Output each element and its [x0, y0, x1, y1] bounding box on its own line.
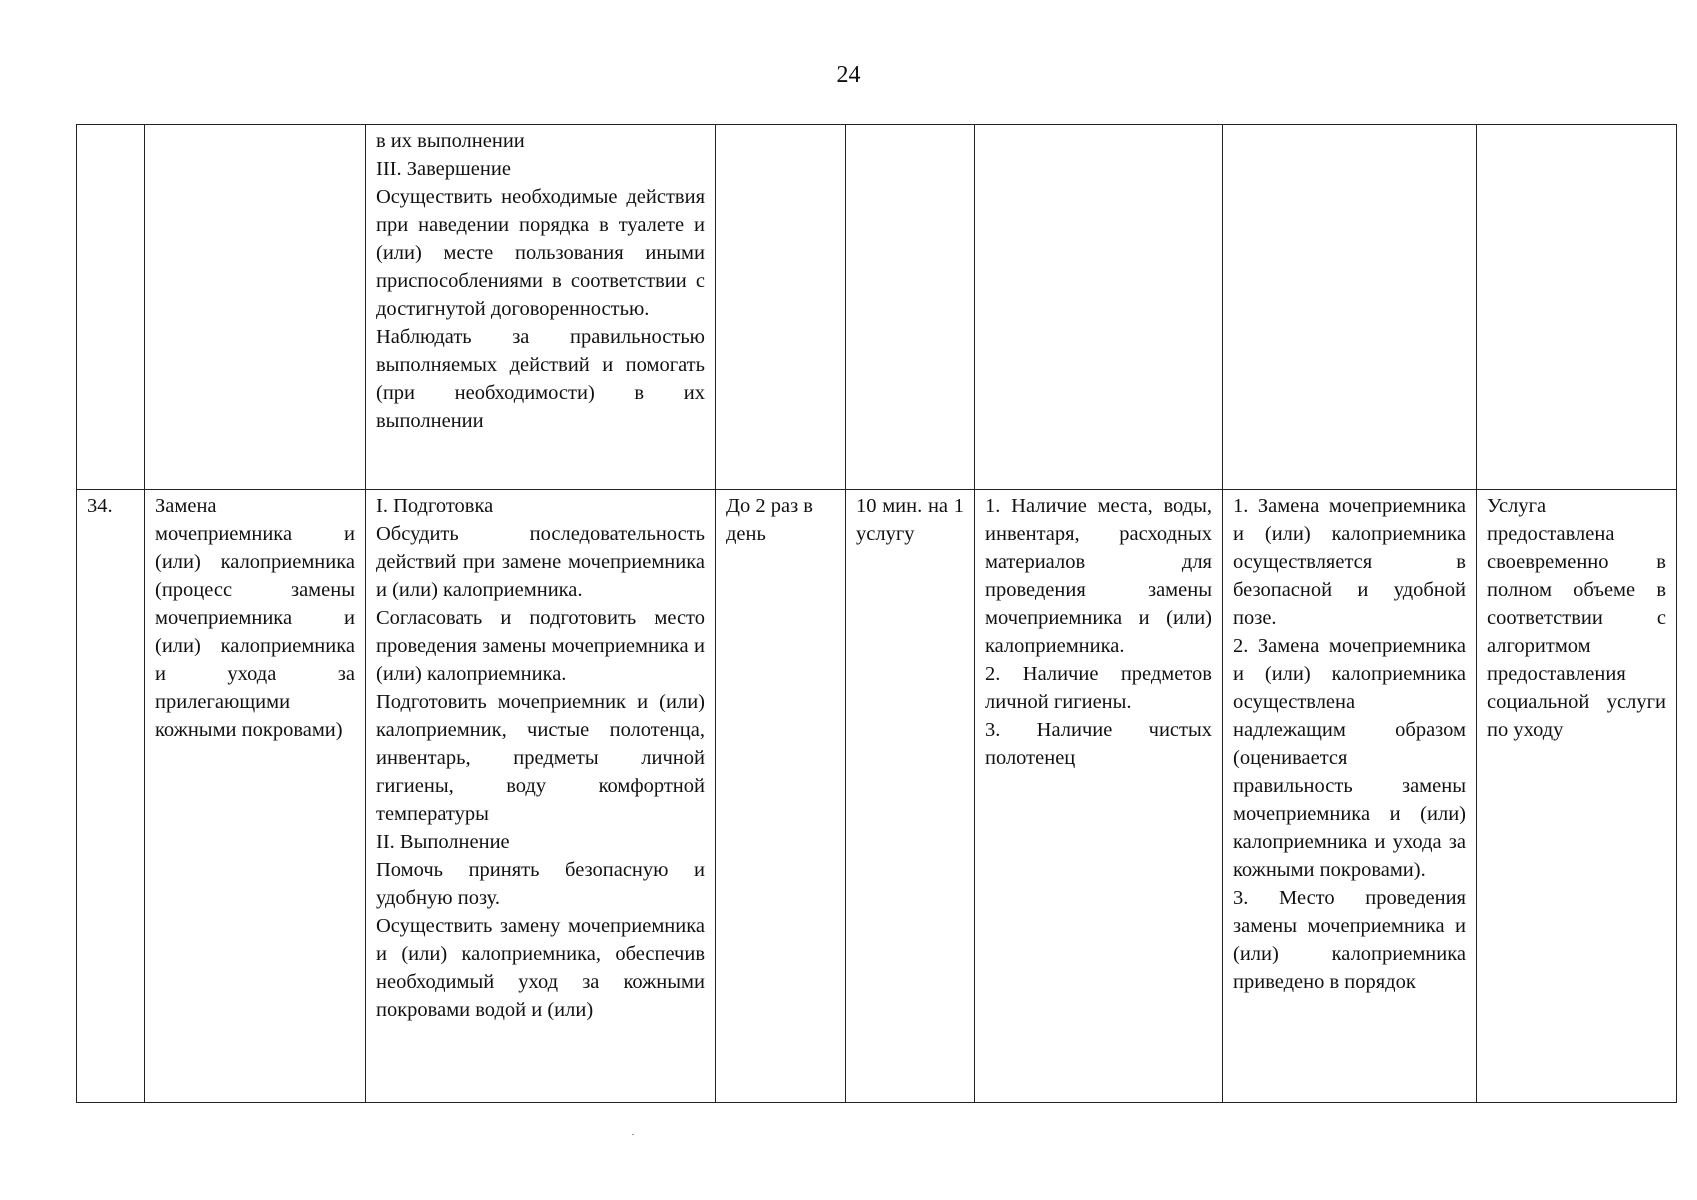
page-number: 24	[836, 62, 861, 88]
cell-evaluation	[1477, 125, 1677, 490]
services-table	[76, 124, 1677, 1103]
procedure-section-heading: I. Подготовка	[376, 495, 494, 517]
procedure-step: Согласовать и подготовить место проведения замены мочеприемника и (или) калоприемника.	[376, 607, 705, 685]
scan-speck	[632, 1134, 634, 1135]
procedure-line: в их выполнении	[376, 130, 525, 152]
cell-service-name: Замена мочеприемника и (или) калоприемника (процесс замены мочеприемника и (или) калоприемника и ухода за прилегающими кожными покровами)	[145, 490, 366, 1103]
table-row-34	[77, 490, 1677, 1103]
cell-conditions	[975, 125, 1223, 490]
cell-quality	[1223, 490, 1477, 1103]
cell-frequency: До 2 раз в день	[716, 490, 846, 1103]
procedure-step: Помочь принять безопасную и удобную позу.	[376, 859, 705, 909]
procedure-step: Наблюдать за правильностью выполняемых действий и помогать (при необходимости) в их выполнении	[376, 326, 705, 432]
quality-indicator: 1. Замена мочеприемника и (или) калоприемника осуществляется в безопасной и удобной позе.	[1233, 495, 1466, 629]
cell-service-name	[145, 125, 366, 490]
quality-indicator: 3. Место проведения замены мочеприемника и (или) калоприемника приведено в порядок	[1233, 887, 1466, 993]
cell-duration	[846, 125, 975, 490]
cell-evaluation: Услуга предоставлена своевременно в полном объеме в соответствии с алгоритмом предоставления социальной услуги по уходу	[1477, 490, 1677, 1103]
cell-conditions	[975, 490, 1223, 1103]
cell-duration: 10 мин. на 1 услугу	[846, 490, 975, 1103]
cell-number	[77, 125, 145, 490]
cell-number: 34.	[77, 490, 145, 1103]
condition-item: 2. Наличие предметов личной гигиены.	[985, 663, 1212, 713]
procedure-step: Подготовить мочеприемник и (или) калоприемник, чистые полотенца, инвентарь, предметы личной гигиены, воду комфортной температуры	[376, 691, 705, 825]
quality-indicator: 2. Замена мочеприемника и (или) калоприемника осуществлена надлежащим образом (оценивается правильность замены мочеприемника и (или) калоприемника и ухода за кожными покровами).	[1233, 635, 1466, 881]
procedure-step: Обсудить последовательность действий при замене мочеприемника и (или) калоприемника.	[376, 523, 705, 601]
procedure-section-heading: II. Выполнение	[376, 831, 510, 853]
procedure-section-heading: III. Завершение	[376, 158, 511, 180]
cell-procedure	[366, 125, 716, 490]
condition-item: 3. Наличие чистых полотенец	[985, 719, 1212, 769]
cell-quality	[1223, 125, 1477, 490]
procedure-step: Осуществить замену мочеприемника и (или) калоприемника, обеспечив необходимый уход за кожными покровами водой и (или)	[376, 915, 705, 1021]
procedure-step: Осуществить необходимые действия при наведении порядка в туалете и (или) месте пользования иными приспособлениями в соответствии с достигнутой договоренностью.	[376, 186, 705, 320]
condition-item: 1. Наличие места, воды, инвентаря, расходных материалов для проведения замены мочеприемника и (или) калоприемника.	[985, 495, 1212, 657]
cell-frequency	[716, 125, 846, 490]
cell-procedure	[366, 490, 716, 1103]
table-row-continued	[77, 125, 1677, 490]
